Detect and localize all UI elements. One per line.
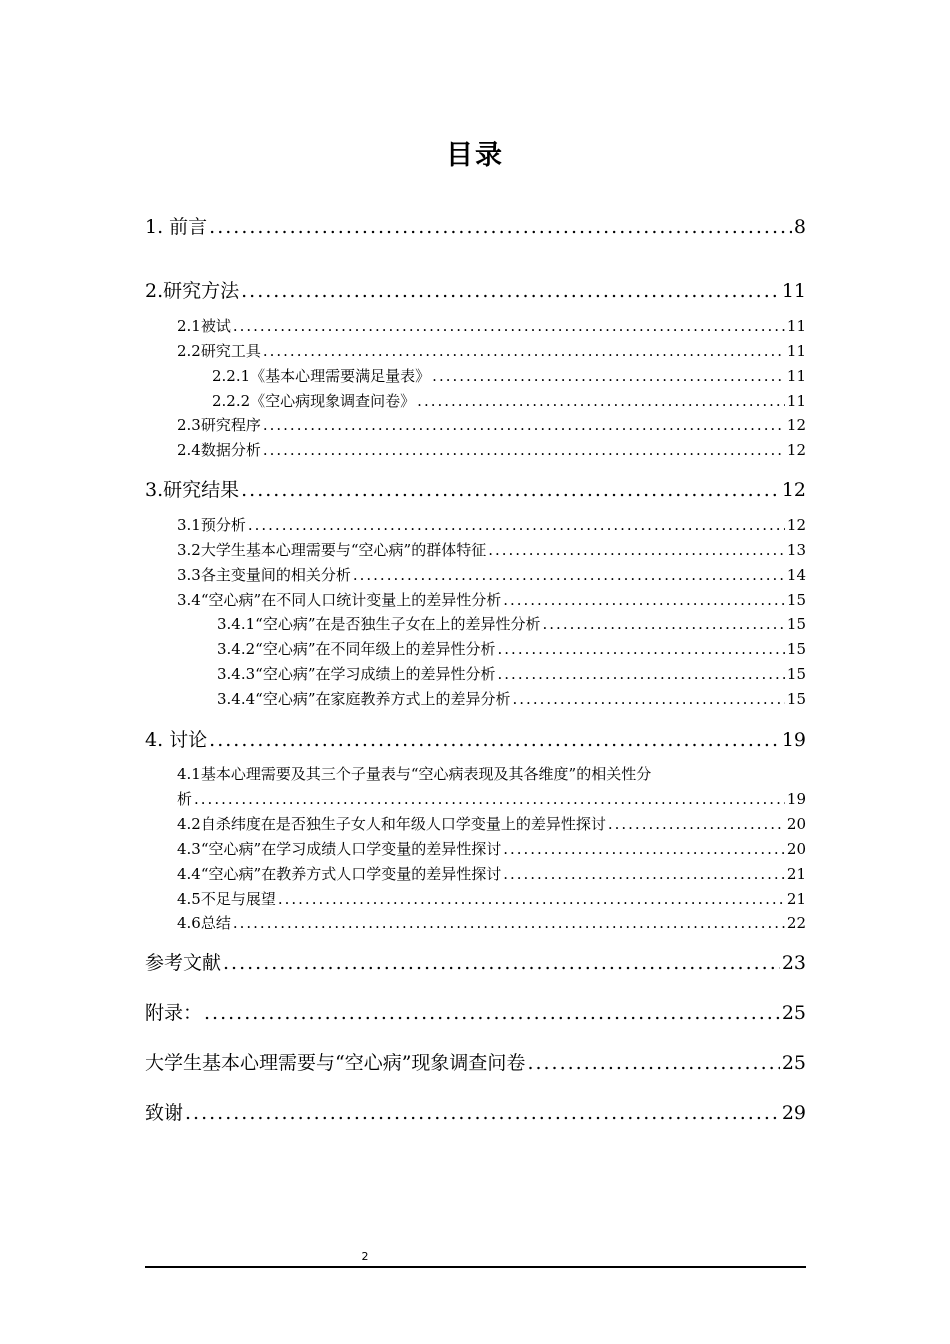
leader-dots — [233, 317, 785, 335]
toc-entry[interactable] — [177, 340, 806, 361]
toc-entry-label: 4.3“空心病”在学习成绩人口学变量的差异性探讨 — [177, 840, 502, 858]
toc-entry-page: 15 — [786, 640, 806, 658]
leader-dots — [209, 216, 792, 238]
toc-entry[interactable] — [177, 888, 806, 909]
page-number: 2 — [361, 1250, 369, 1263]
toc-entry-page: 13 — [786, 541, 806, 559]
toc-entry-page: 11 — [786, 392, 806, 410]
toc-entry-page: 12 — [786, 516, 806, 534]
leader-dots — [498, 665, 785, 683]
leader-dots — [503, 865, 785, 883]
leader-dots — [209, 729, 780, 751]
toc-entry-label: 2.研究方法 — [145, 280, 240, 302]
toc-entry[interactable] — [145, 998, 806, 1025]
leader-dots — [194, 790, 785, 808]
toc-entry-page: 21 — [786, 865, 806, 883]
toc-entry-page: 25 — [781, 1052, 806, 1074]
leader-dots — [278, 890, 785, 908]
leader-dots — [241, 479, 780, 501]
toc-entry-page: 23 — [781, 952, 806, 974]
leader-dots — [204, 1002, 780, 1024]
toc-entry-label: 2.4数据分析 — [177, 441, 261, 459]
leader-dots — [498, 640, 785, 658]
toc-entry-label: 附录： — [145, 1002, 203, 1024]
toc-entry-label: 3.4.1“空心病”在是否独生子女在上的差异性分析 — [217, 615, 541, 633]
toc-entry-page: 11 — [786, 317, 806, 335]
toc-entry[interactable] — [177, 863, 806, 884]
toc-entry-label: 致谢 — [145, 1102, 184, 1124]
toc-entry-label: 析 — [177, 790, 193, 808]
toc-entry-page: 14 — [786, 566, 806, 584]
toc-entry-label: 3.1预分析 — [177, 516, 246, 534]
toc-entry-label: 4.5不足与展望 — [177, 890, 276, 908]
toc-entry[interactable] — [177, 788, 806, 809]
leader-dots — [543, 615, 785, 633]
toc-entry-label: 3.研究结果 — [145, 479, 240, 501]
toc-entry-page: 19 — [786, 790, 806, 808]
toc-entry-page: 25 — [781, 1002, 806, 1024]
toc-entry[interactable] — [177, 589, 806, 610]
leader-dots — [503, 840, 785, 858]
toc-entry-label: 4. 讨论 — [145, 729, 208, 751]
toc-entry-label: 4.4“空心病”在教养方式人口学变量的差异性探讨 — [177, 865, 502, 883]
toc-entry[interactable] — [177, 912, 806, 933]
toc-entry-page: 20 — [786, 840, 806, 858]
toc-entry[interactable] — [217, 638, 806, 659]
toc-entry-page: 22 — [786, 914, 806, 932]
leader-dots — [223, 952, 780, 974]
toc-entry-page: 19 — [781, 729, 806, 751]
toc-entry-page: 20 — [786, 815, 806, 833]
leader-dots — [185, 1102, 780, 1124]
toc-entry[interactable] — [212, 390, 806, 411]
toc-entry-label: 2.3研究程序 — [177, 416, 261, 434]
toc-entry[interactable] — [177, 315, 806, 336]
toc-entry-label: 3.2大学生基本心理需要与“空心病”的群体特征 — [177, 541, 487, 559]
toc-entry[interactable] — [177, 838, 806, 859]
toc-entry-label: 3.3各主变量间的相关分析 — [177, 566, 351, 584]
toc-entry[interactable] — [212, 365, 806, 386]
toc-entry-label: 2.1被试 — [177, 317, 231, 335]
toc-entry-page: 21 — [786, 890, 806, 908]
leader-dots — [263, 441, 785, 459]
toc-entry[interactable] — [145, 948, 806, 975]
leader-dots — [608, 815, 785, 833]
toc-entry[interactable] — [217, 688, 806, 709]
toc-entry[interactable] — [177, 539, 806, 560]
toc-entry-page: 15 — [786, 690, 806, 708]
toc-entry-page: 11 — [786, 342, 806, 360]
toc-entry[interactable] — [145, 475, 806, 502]
toc-entry-label: 3.4.4“空心病”在家庭教养方式上的差异分析 — [217, 690, 511, 708]
toc-entry[interactable] — [145, 725, 806, 752]
toc-entry-page: 29 — [781, 1102, 806, 1124]
toc-entry[interactable] — [177, 439, 806, 460]
leader-dots — [241, 280, 780, 302]
toc-entry-label: 3.4“空心病”在不同人口统计变量上的差异性分析 — [177, 591, 502, 609]
leader-dots — [503, 591, 785, 609]
toc-entry[interactable] — [177, 813, 806, 834]
toc-entry-page: 8 — [793, 216, 806, 238]
leader-dots — [513, 690, 785, 708]
toc-entry-label-line1[interactable]: 4.1基本心理需要及其三个子量表与“空心病表现及其各维度”的相关性分 — [177, 765, 652, 783]
toc-entry[interactable] — [145, 212, 806, 239]
toc-entry-label: 3.4.3“空心病”在学习成绩上的差异性分析 — [217, 665, 496, 683]
toc-entry[interactable] — [177, 514, 806, 535]
toc-entry-label: 大学生基本心理需要与“空心病”现象调查问卷 — [145, 1052, 526, 1074]
toc-entry-label: 1. 前言 — [145, 216, 208, 238]
toc-entry-label: 2.2.2《空心病现象调查问卷》 — [212, 392, 416, 410]
toc-entry[interactable] — [217, 613, 806, 634]
toc-entry-label: 2.2.1《基本心理需要满足量表》 — [212, 367, 431, 385]
toc-entry[interactable] — [145, 1048, 806, 1075]
toc-entry-page: 11 — [786, 367, 806, 385]
toc-entry[interactable] — [177, 414, 806, 435]
leader-dots — [417, 392, 785, 410]
toc-entry-page: 15 — [786, 615, 806, 633]
toc-entry-page: 12 — [781, 479, 806, 501]
leader-dots — [488, 541, 785, 559]
leader-dots — [248, 516, 785, 534]
toc-entry-label: 2.2研究工具 — [177, 342, 261, 360]
leader-dots — [432, 367, 785, 385]
toc-entry-label: 3.4.2“空心病”在不同年级上的差异性分析 — [217, 640, 496, 658]
leader-dots — [263, 342, 785, 360]
toc-entry-page: 12 — [786, 416, 806, 434]
leader-dots — [263, 416, 785, 434]
toc-entry[interactable] — [145, 1098, 806, 1125]
toc-entry-page: 15 — [786, 591, 806, 609]
leader-dots — [527, 1052, 779, 1074]
page-title: 目录 — [446, 140, 504, 171]
toc-entry-label: 4.2自杀纬度在是否独生子女人和年级人口学变量上的差异性探讨 — [177, 815, 606, 833]
leader-dots — [233, 914, 785, 932]
toc-entry-page: 11 — [781, 280, 806, 302]
toc-entry-label: 4.6总结 — [177, 914, 231, 932]
toc-entry[interactable] — [177, 564, 806, 585]
leader-dots — [353, 566, 785, 584]
toc-entry-label: 参考文献 — [145, 952, 222, 974]
toc-entry[interactable] — [217, 663, 806, 684]
toc-entry-page: 12 — [786, 441, 806, 459]
toc-entry-page: 15 — [786, 665, 806, 683]
toc-entry[interactable] — [145, 276, 806, 303]
footer-rule — [145, 1266, 806, 1268]
